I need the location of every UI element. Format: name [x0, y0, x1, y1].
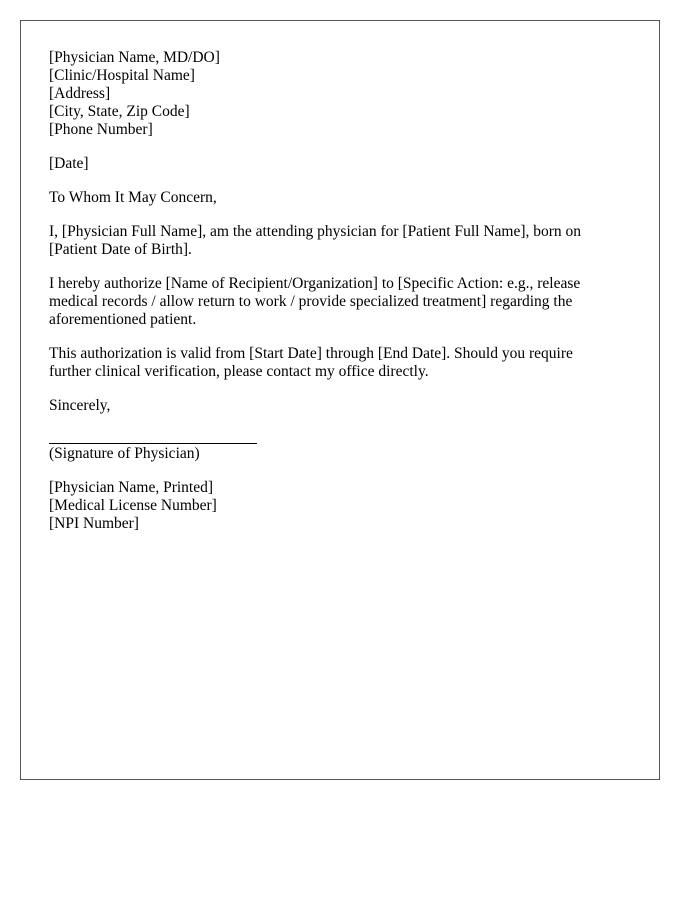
letter-page: [20, 20, 660, 780]
letter-content: [49, 49, 609, 533]
date-line: [Date]: [49, 155, 89, 172]
footer-block: [49, 479, 609, 533]
city-state-zip-line: [City, State, Zip Code]: [49, 103, 190, 120]
printed-name-line: [Physician Name, Printed]: [49, 479, 214, 496]
signature-line: [49, 443, 257, 444]
signature-caption: (Signature of Physician): [49, 445, 200, 462]
npi-number-line: [NPI Number]: [49, 515, 139, 532]
body-paragraph-3: This authorization is valid from [Start Date] through [End Date]. Should you require further clinical verification, please contact my office directly.: [49, 345, 573, 380]
address-line: [Address]: [49, 85, 111, 102]
physician-name-line: [Physician Name, MD/DO]: [49, 49, 220, 66]
clinic-name-line: [Clinic/Hospital Name]: [49, 67, 195, 84]
closing: Sincerely,: [49, 397, 111, 414]
license-number-line: [Medical License Number]: [49, 497, 217, 514]
body-paragraph-1: I, [Physician Full Name], am the attending physician for [Patient Full Name], born on [Patient Date of Birth].: [49, 223, 582, 258]
salutation: To Whom It May Concern,: [49, 189, 217, 206]
body-paragraph-2: I hereby authorize [Name of Recipient/Organization] to [Specific Action: e.g., release medical records / allow return to work / provide specialized treatment] regarding the aforementioned patient.: [49, 275, 581, 328]
phone-line: [Phone Number]: [49, 121, 153, 138]
sender-block: [49, 49, 609, 139]
